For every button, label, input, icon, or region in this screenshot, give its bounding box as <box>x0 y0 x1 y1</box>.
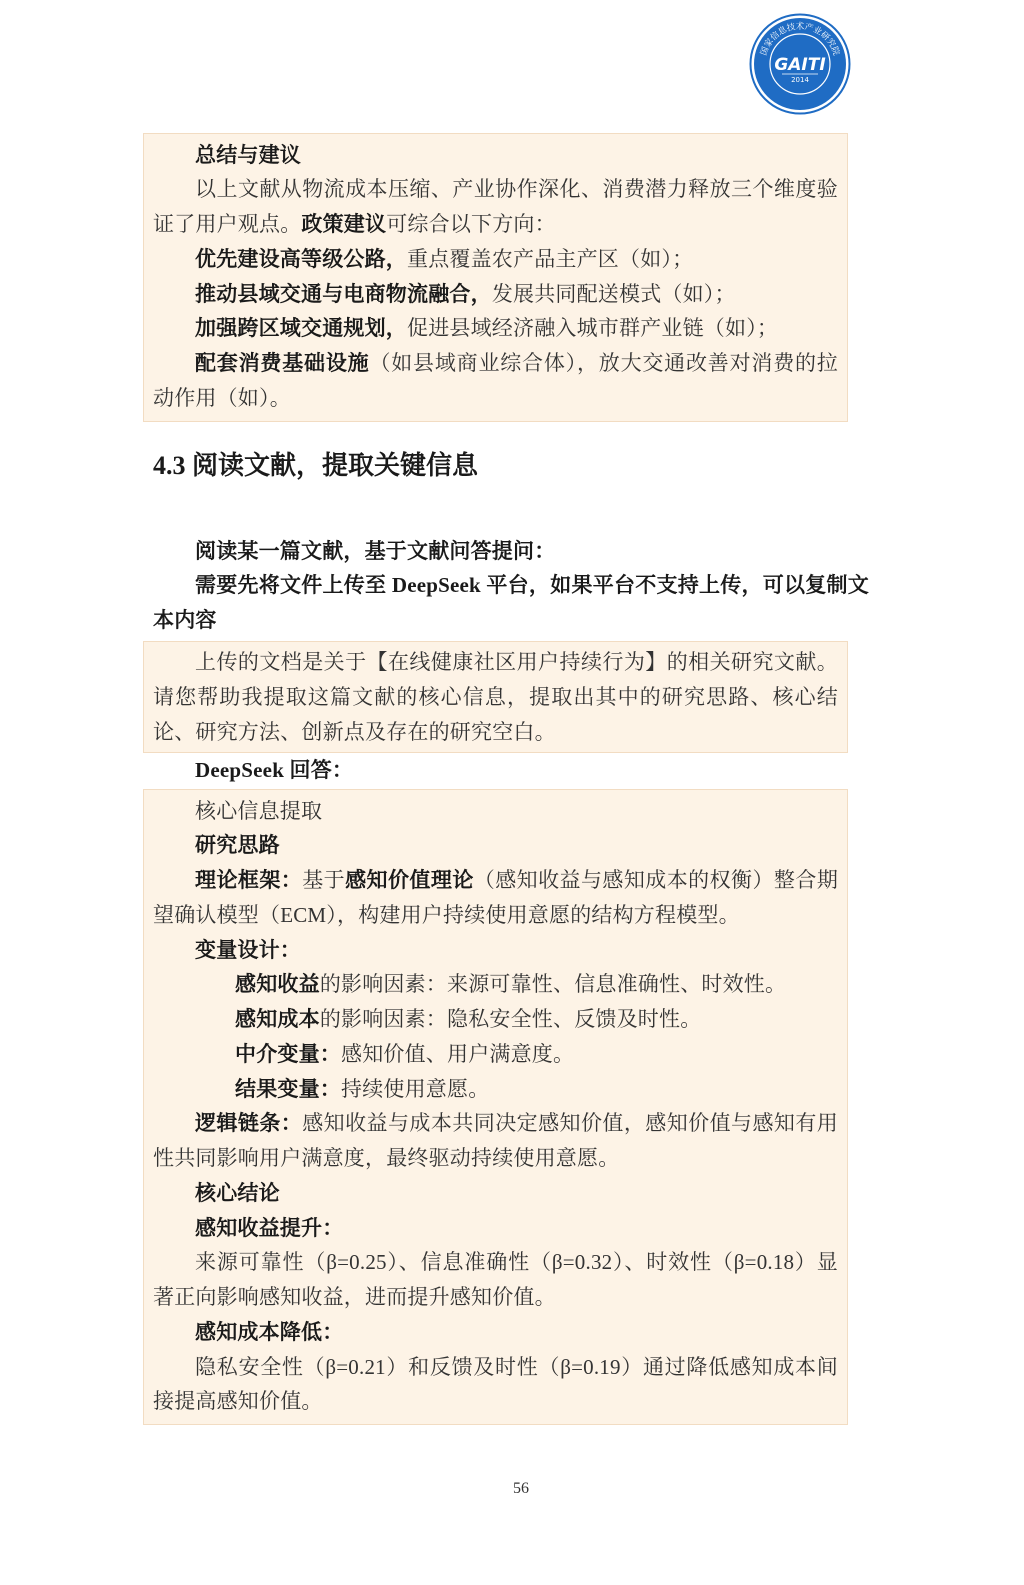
finding-heading: 感知成本降低： <box>195 1319 344 1344</box>
gaiti-seal-icon <box>749 13 851 115</box>
finding-text: 来源可靠性（β=0.25）、信息准确性（β=0.32）、时效性（β=0.18）显著正向影响感知收益，进而提升感知价值。 <box>153 1250 838 1310</box>
logo-ring-text: 国家信息技术产业研究院 <box>759 22 841 57</box>
logic-paragraph: 逻辑链条：感知收益与成本共同决定感知价值，感知价值与感知有用性共同影响用户满意度，最终驱动持续使用意愿。 <box>153 1111 839 1171</box>
summary-intro: 以上文献从物流成本压缩、产业协作深化、消费潜力释放三个维度验证了用户观点。政策建议可综合以下方向： <box>153 177 838 237</box>
summary-item: 配套消费基础设施（如县域商业综合体），放大交通改善对消费的拉动作用（如）。 <box>153 351 838 410</box>
section-title: 4.3 阅读文献，提取关键信息 <box>153 450 479 480</box>
instruction-note: 需要先将文件上传至 DeepSeek 平台，如果平台不支持上传，可以复制文本内容 <box>153 573 869 633</box>
summary-item: 加强跨区域交通规划，促进县域经济融入城市群产业链（如）； <box>195 316 779 341</box>
variables-heading: 变量设计： <box>195 937 301 962</box>
logo-name: GAITI <box>774 55 826 75</box>
research-idea-heading: 研究思路 <box>195 833 280 858</box>
variable-item: 结果变量：持续使用意愿。 <box>235 1076 490 1101</box>
prompt-box <box>143 641 848 753</box>
variable-item: 感知收益的影响因素：来源可靠性、信息准确性、时效性。 <box>235 972 787 997</box>
variable-item: 感知成本的影响因素：隐私安全性、反馈及时性。 <box>235 1007 702 1032</box>
prompt-text: 上传的文档是关于【在线健康社区用户持续行为】的相关研究文献。请您帮助我提取这篇文献的核心信息，提取出其中的研究思路、核心结论、研究方法、创新点及存在的研究空白。 <box>153 650 838 744</box>
instructions <box>153 534 869 638</box>
answer-title: 核心信息提取 <box>195 798 323 823</box>
logo-year: 2014 <box>791 76 809 84</box>
finding-text: 隐私安全性（β=0.21）和反馈及时性（β=0.19）通过降低感知成本间接提高感知价值。 <box>153 1354 838 1414</box>
answer-label: DeepSeek 回答： <box>195 758 354 783</box>
finding-heading: 感知收益提升： <box>195 1215 344 1240</box>
summary-item: 优先建设高等级公路，重点覆盖农产品主产区（如）； <box>195 246 694 271</box>
page-number: 56 <box>513 1480 529 1497</box>
answer-box <box>143 789 848 1425</box>
instruction-step: 阅读某一篇文献，基于文献问答提问： <box>195 538 556 563</box>
gaiti-logo <box>749 13 851 115</box>
conclusions-heading: 核心结论 <box>195 1180 280 1205</box>
framework-paragraph: 理论框架：基于感知价值理论（感知收益与感知成本的权衡）整合期望确认模型（ECM），构建用户持续使用意愿的结构方程模型。 <box>153 868 839 927</box>
summary-heading: 总结与建议 <box>195 142 301 167</box>
summary-box <box>143 133 848 422</box>
page-content <box>143 133 869 1425</box>
summary-item: 推动县域交通与电商物流融合，发展共同配送模式（如）； <box>195 281 736 306</box>
answer-label-block <box>153 753 869 788</box>
variable-item: 中介变量：感知价值、用户满意度。 <box>235 1041 575 1066</box>
